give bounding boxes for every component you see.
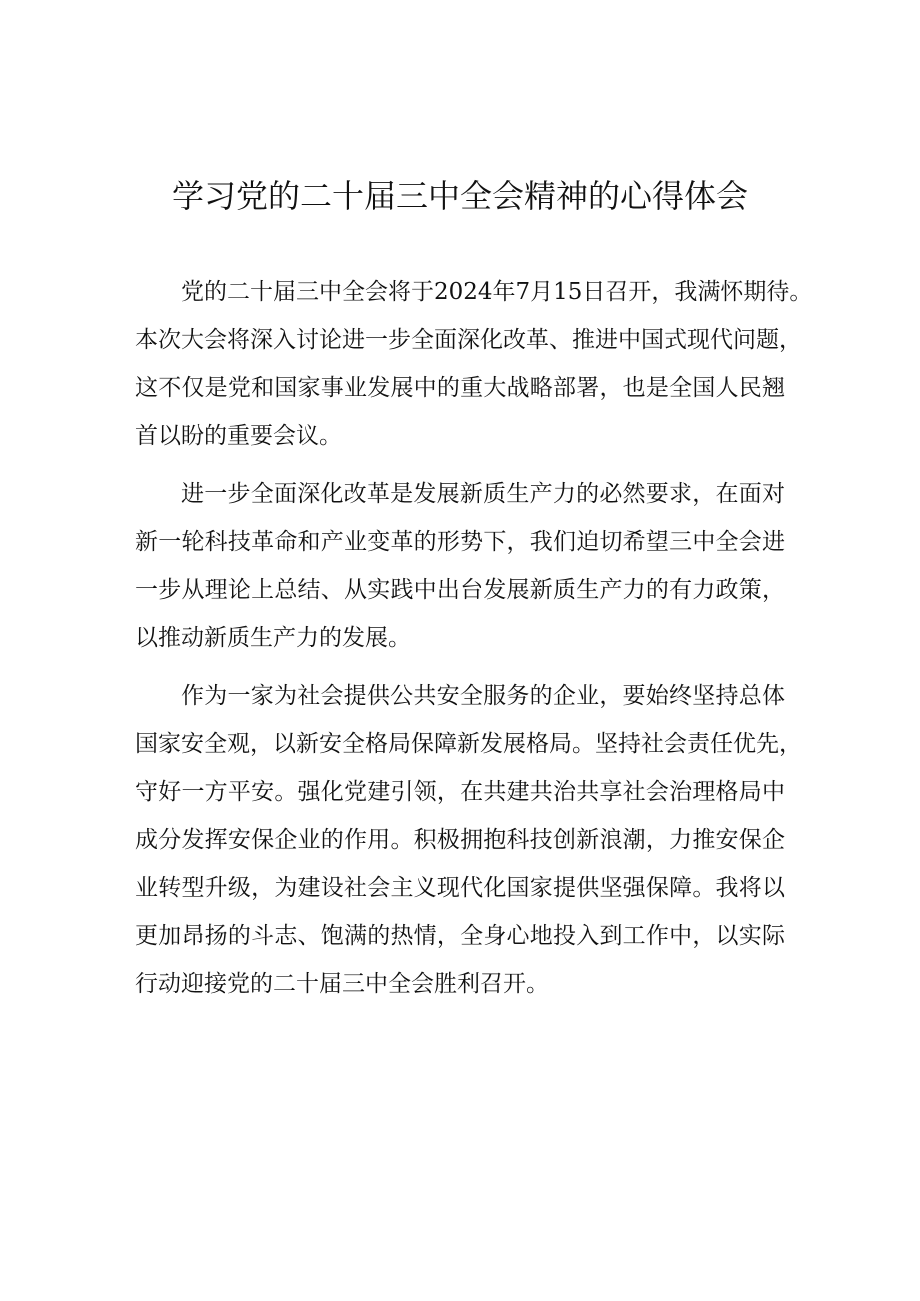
paragraph-line: 业转型升级，为建设社会主义现代化国家提供坚强保障。我将以 (135, 875, 785, 901)
paragraph-line: 行动迎接党的二十届三中全会胜利召开。 (135, 971, 549, 997)
paragraph-line: 本次大会将深入讨论进一步全面深化改革、推进中国式现代问题， (135, 327, 802, 353)
paragraph-line: 守好一方平安。强化党建引领，在共建共治共享社会治理格局中 (135, 779, 785, 805)
paragraph-line: 以推动新质生产力的发展。 (135, 625, 411, 651)
document-title: 学习党的二十届三中全会精神的心得体会 (171, 177, 748, 215)
paragraph-line: 首以盼的重要会议。 (135, 423, 342, 449)
paragraph-line: 成分发挥安保企业的作用。积极拥抱科技创新浪潮，力推安保企 (135, 827, 785, 853)
paragraph-line: 国家安全观，以新安全格局保障新发展格局。坚持社会责任优先， (135, 731, 802, 757)
paragraph-1 (135, 268, 813, 460)
paragraph-2 (135, 470, 785, 662)
paragraph-line: 党的二十届三中全会将于2024年7月15日召开，我满怀期待。 (181, 279, 813, 305)
paragraph-line: 一步从理论上总结、从实践中出台发展新质生产力的有力政策， (135, 577, 785, 603)
paragraph-3 (135, 672, 802, 1008)
paragraph-line: 作为一家为社会提供公共安全服务的企业，要始终坚持总体 (181, 683, 785, 709)
paragraph-line: 这不仅是党和国家事业发展中的重大战略部署，也是全国人民翘 (135, 375, 785, 401)
document-body (135, 268, 813, 1018)
paragraph-line: 进一步全面深化改革是发展新质生产力的必然要求，在面对 (181, 481, 785, 507)
paragraph-line: 新一轮科技革命和产业变革的形势下，我们迫切希望三中全会进 (135, 529, 785, 555)
paragraph-line: 更加昂扬的斗志、饱满的热情，全身心地投入到工作中，以实际 (135, 923, 785, 949)
